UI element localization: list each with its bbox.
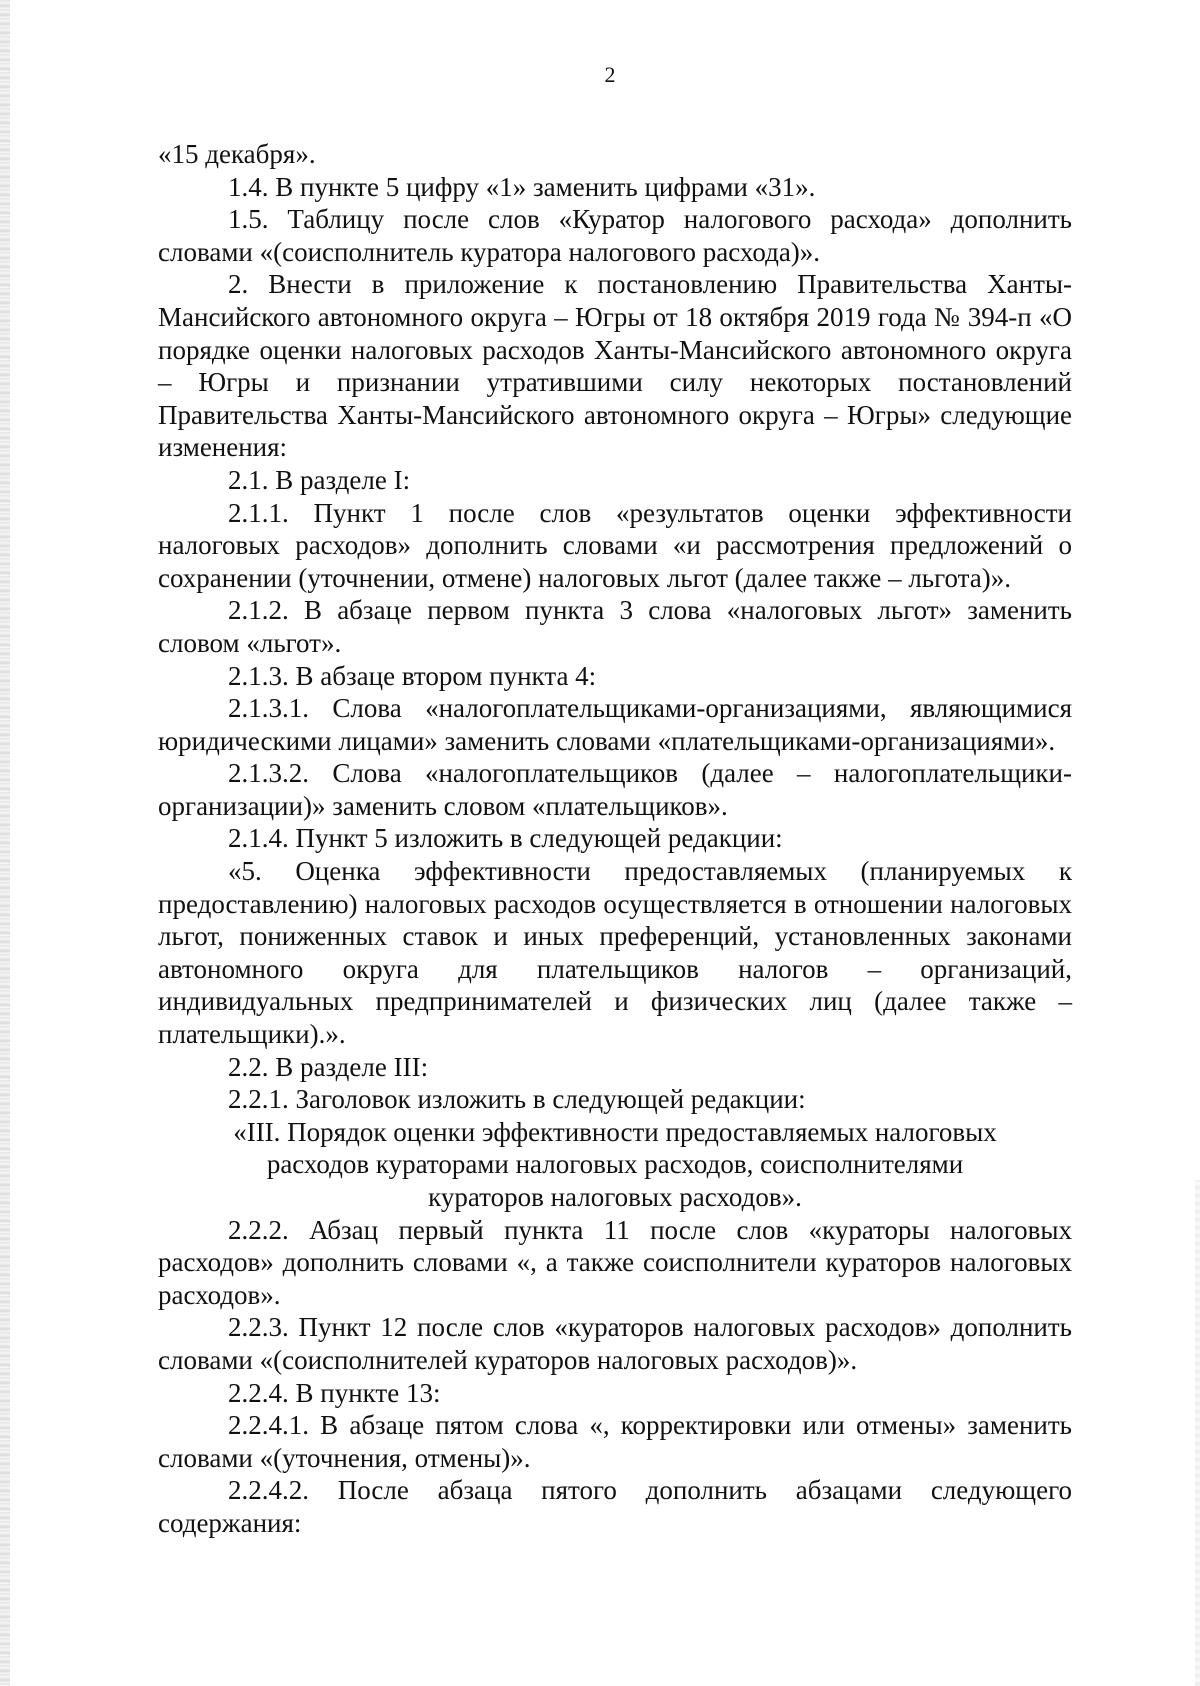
- scan-edge-right: [1195, 1180, 1200, 1686]
- paragraph: 2.2.1. Заголовок изложить в следующей редакции:: [228, 1084, 806, 1115]
- paragraph: 2.2.4.1. В абзаце пятом слова «, корректировки или отмены» заменить словами «(уточнения, отмены)».: [158, 1410, 1072, 1473]
- document-body: [158, 138, 1072, 1540]
- section-heading-line: расходов кураторами налоговых расходов, соисполнителями: [266, 1149, 964, 1180]
- paragraph: 2.2.2. Абзац первый пункта 11 после слов «кураторы налоговых расходов» дополнить словами «, а также соисполнители кураторов налоговых расходов».: [158, 1214, 1072, 1310]
- paragraph: «15 декабря».: [158, 139, 316, 169]
- page-number: 2: [604, 62, 616, 87]
- section-heading-line: кураторов налоговых расходов».: [428, 1182, 802, 1212]
- scan-edge-left: [0, 0, 10, 1686]
- paragraph: 1.5. Таблицу после слов «Куратор налогового расхода» дополнить словами «(соисполнитель куратора налогового расхода)».: [158, 204, 1072, 267]
- paragraph: 2. Внести в приложение к постановлению Правительства Ханты-Мансийского автономного округа – Югры от 18 октября 2019 года № 394-п «О порядке оценки налоговых расходов Ханты-Мансийского автономного округа – Югры и признании утратившими силу некоторых постановлений Правительства Ханты-Мансийского автономного округа – Югры» следующие изменения:: [158, 269, 1072, 463]
- paragraph: 2.1. В разделе I:: [228, 464, 411, 495]
- paragraph: 2.1.3. В абзаце втором пункта 4:: [228, 660, 597, 691]
- paragraph: 2.1.3.2. Слова «налогоплательщиков (далее – налогоплательщики-организации)» заменить словом «плательщиков».: [158, 758, 1072, 821]
- paragraph: 2.1.1. Пункт 1 после слов «результатов оценки эффективности налоговых расходов» дополнить словами «и рассмотрения предложений о сохранении (уточнении, отмене) налоговых льгот (далее также – льгота)».: [158, 497, 1072, 593]
- paragraph: «5. Оценка эффективности предоставляемых (планируемых к предоставлению) налоговых расходов осуществляется в отношении налоговых льгот, пониженных ставок и иных преференций, установленных законами автономного округа для плательщиков налогов – организаций, индивидуальных предпринимателей и физических лиц (далее также – плательщики).».: [158, 856, 1072, 1050]
- paragraph: 2.2.4. В пункте 13:: [228, 1377, 441, 1408]
- paragraph: 2.2. В разделе III:: [228, 1051, 429, 1082]
- paragraph: 2.1.4. Пункт 5 изложить в следующей редакции:: [228, 823, 783, 854]
- paragraph: 2.1.2. В абзаце первом пункта 3 слова «налоговых льгот» заменить словом «льгот».: [158, 595, 1072, 658]
- paragraph: 1.4. В пункте 5 цифру «1» заменить цифрами «31».: [228, 171, 816, 202]
- paragraph: 2.1.3.1. Слова «налогоплательщиками-организациями, являющимися юридическими лицами» заменить словами «плательщиками-организациями».: [158, 693, 1072, 756]
- paragraph: 2.2.4.2. После абзаца пятого дополнить абзацами следующего содержания:: [158, 1475, 1072, 1538]
- paragraph: 2.2.3. Пункт 12 после слов «кураторов налоговых расходов» дополнить словами «(соисполнителей кураторов налоговых расходов)».: [158, 1312, 1072, 1375]
- section-heading-line: «III. Порядок оценки эффективности предоставляемых налоговых: [233, 1116, 997, 1147]
- section-heading: [158, 1116, 1072, 1214]
